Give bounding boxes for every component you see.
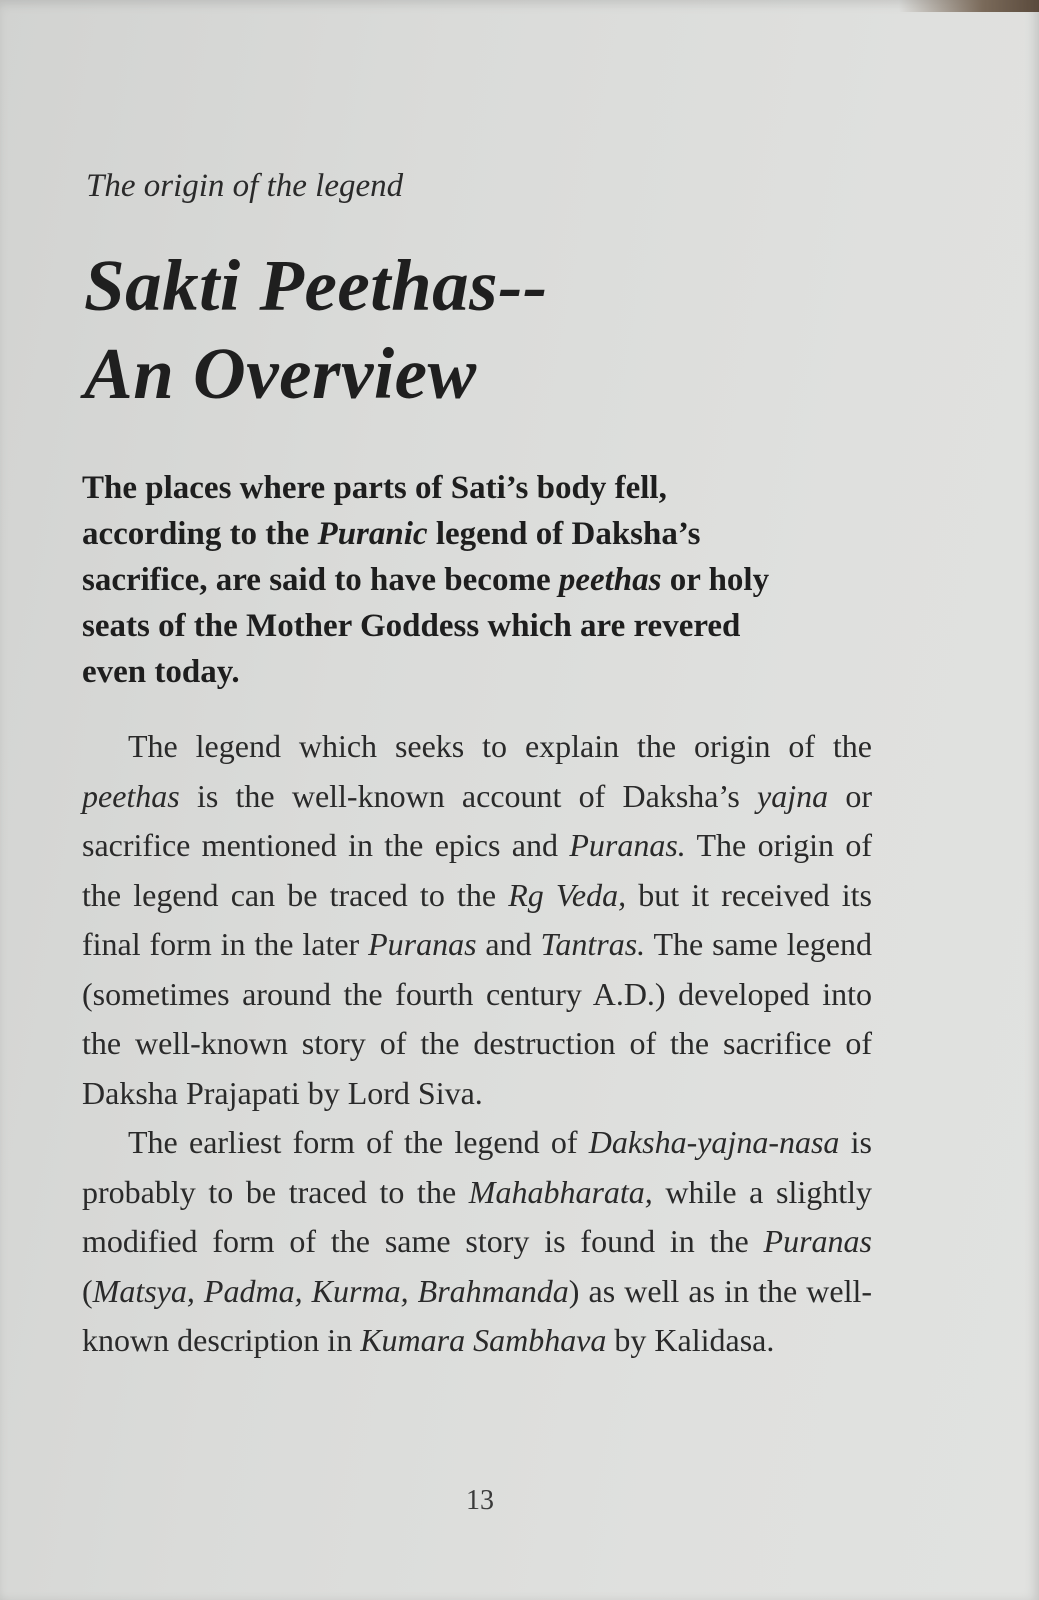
page-number: 13 bbox=[466, 1485, 494, 1516]
lead-paragraph bbox=[82, 465, 812, 695]
italic-term: Kumara Sambhava bbox=[360, 1322, 607, 1358]
body-text: while a slightly modified form of the same story is found in the bbox=[82, 1173, 873, 1259]
lead-text: legend of Daksha’s sacrifice, are said to have become bbox=[82, 516, 701, 598]
chapter-title-line-1: Sakti Peethas-- bbox=[84, 245, 548, 326]
lead-text: or holy seats of the Mother Goddess which are revered even today. bbox=[82, 562, 770, 690]
lead-text: The places where parts of Sati’s body fell, according to the bbox=[82, 470, 667, 552]
chapter-title-line-2: An Overview bbox=[84, 333, 477, 414]
body-text: ( bbox=[82, 1272, 93, 1309]
body-text: and bbox=[476, 926, 541, 962]
italic-term: Mahabharata, bbox=[468, 1173, 653, 1210]
body-paragraph-1 bbox=[82, 722, 872, 1118]
chapter-title bbox=[84, 242, 548, 418]
body-text: The legend which seeks to explain the origin of the bbox=[128, 728, 872, 764]
lead-italic-term: peethas bbox=[558, 562, 662, 598]
body-text: or sacrifice mentioned in the epics and bbox=[82, 777, 873, 863]
lead-italic-term: Puranic bbox=[317, 516, 428, 552]
italic-term: yajna bbox=[757, 777, 829, 814]
chapter-subtitle: The origin of the legend bbox=[86, 168, 404, 204]
body-text: is the well-known account of Daksha’s bbox=[179, 777, 758, 814]
body-text: The earliest form of the legend of bbox=[128, 1124, 589, 1160]
body-text: ) as well as in the well-known description in bbox=[82, 1272, 873, 1358]
italic-term: Rg Veda, bbox=[508, 876, 627, 913]
italic-term: Puranas bbox=[368, 926, 477, 962]
body-text: The same legend (sometimes around the fourth century A.D.) developed into the well-known story of the destruction of the sacrifice of Daksha Prajapati by Lord Siva. bbox=[82, 926, 873, 1111]
body-text: by Kalidasa. bbox=[606, 1322, 775, 1358]
body-text: The origin of the legend can be traced to the bbox=[82, 827, 873, 913]
italic-term: Daksha-yajna-nasa bbox=[588, 1124, 840, 1160]
body-paragraph-2 bbox=[82, 1118, 872, 1366]
body-text: but it received its final form in the later bbox=[82, 876, 873, 962]
italic-term: Puranas bbox=[763, 1223, 872, 1259]
italic-term: Matsya, Padma, Kurma, Brahmanda bbox=[92, 1272, 569, 1309]
italic-term: peethas bbox=[82, 777, 180, 814]
italic-term: Tantras. bbox=[540, 926, 646, 962]
italic-term: Puranas. bbox=[569, 827, 686, 863]
body-text: is probably to be traced to the bbox=[82, 1124, 873, 1210]
page-corner-shadow bbox=[899, 0, 1039, 12]
